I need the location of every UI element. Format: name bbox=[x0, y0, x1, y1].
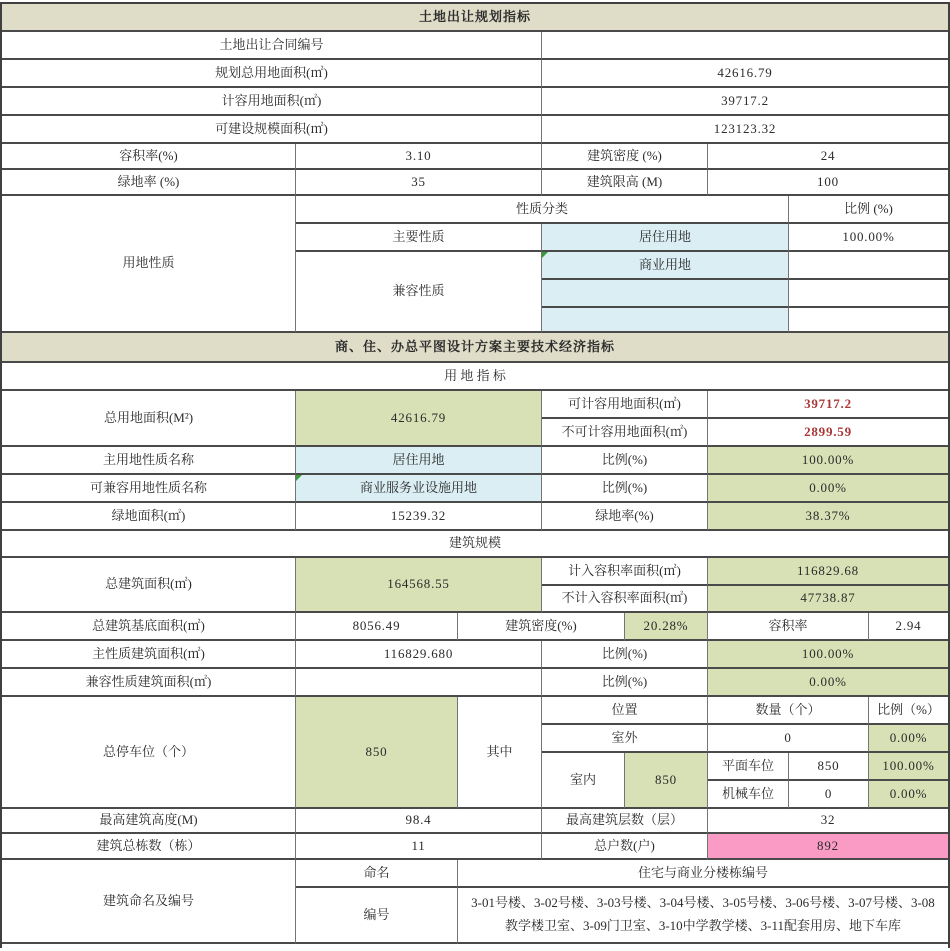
parking-outdoor-label: 室外 bbox=[542, 725, 708, 753]
total-building-area-value-cell[interactable]: 164568.55 bbox=[296, 558, 542, 613]
green-rate2-value-cell[interactable]: 38.37% bbox=[708, 503, 948, 531]
comment-marker-icon bbox=[296, 475, 302, 481]
footprint-area-value-cell[interactable]: 8056.49 bbox=[296, 613, 458, 641]
parking-mechanical-label: 机械车位 bbox=[708, 781, 789, 809]
compatible-nature-name-value: 商业服务业设施用地 bbox=[359, 479, 477, 495]
parking-ratio-header: 比例（%） bbox=[869, 697, 948, 725]
green-area-label: 绿地面积(㎡) bbox=[2, 503, 296, 531]
uncountable-land-area-value-cell[interactable]: 2899.59 bbox=[708, 419, 948, 447]
buildable-scale-area-value-cell[interactable]: 123123.32 bbox=[542, 116, 948, 144]
plot-ratio2-value-cell[interactable]: 2.94 bbox=[869, 613, 948, 641]
parking-quantity-header: 数量（个） bbox=[708, 697, 869, 725]
contract-number-label: 土地出让合同编号 bbox=[2, 32, 542, 60]
nature-ratio-header: 比例 (%) bbox=[789, 196, 948, 224]
compatible-nature-value1-cell[interactable] bbox=[542, 252, 789, 280]
parking-mechanical-ratio-cell[interactable]: 0.00% bbox=[869, 781, 948, 809]
main-nature-ratio-value-cell[interactable]: 100.00% bbox=[708, 447, 948, 475]
green-area-value-cell[interactable]: 15239.32 bbox=[296, 503, 542, 531]
next-row-sliver bbox=[2, 944, 948, 948]
building-density-value-cell[interactable]: 24 bbox=[708, 144, 948, 170]
countable-land-area-value-cell[interactable]: 39717.2 bbox=[708, 391, 948, 419]
total-land-area-label: 总用地面积(M²) bbox=[2, 391, 296, 447]
total-households-label: 总户数(户) bbox=[542, 834, 708, 860]
naming-name-value-cell[interactable]: 住宅与商业分楼栋编号 bbox=[458, 860, 948, 888]
main-building-area-value-cell[interactable]: 116829.680 bbox=[296, 641, 542, 669]
naming-block-label: 建筑命名及编号 bbox=[2, 860, 296, 944]
compatible-nature-ratio-label: 比例(%) bbox=[542, 475, 708, 503]
far-in-area-value-cell[interactable]: 116829.68 bbox=[708, 558, 948, 586]
parking-mechanical-quantity-cell[interactable]: 0 bbox=[789, 781, 869, 809]
parking-among-label: 其中 bbox=[458, 697, 542, 809]
parking-indoor-quantity-cell[interactable]: 850 bbox=[625, 753, 708, 809]
max-height-value-cell[interactable]: 98.4 bbox=[296, 809, 542, 834]
parking-total-label: 总停车位（个） bbox=[2, 697, 296, 809]
compatible-building-area-value-cell[interactable] bbox=[296, 669, 542, 697]
height-limit-value-cell[interactable]: 100 bbox=[708, 170, 948, 196]
parking-flat-quantity-cell[interactable]: 850 bbox=[789, 753, 869, 781]
section1-title: 土地出让规划指标 bbox=[2, 4, 948, 32]
parking-total-value-cell[interactable]: 850 bbox=[296, 697, 458, 809]
max-floors-value-cell[interactable]: 32 bbox=[708, 809, 948, 834]
footprint-area-label: 总建筑基底面积(㎡) bbox=[2, 613, 296, 641]
density2-value-cell[interactable]: 20.28% bbox=[625, 613, 708, 641]
far-out-area-value-cell[interactable]: 47738.87 bbox=[708, 586, 948, 613]
height-limit-label: 建筑限高 (M) bbox=[542, 170, 708, 196]
planned-total-area-value-cell[interactable]: 42616.79 bbox=[542, 60, 948, 88]
compatible-nature-ratio3-cell[interactable] bbox=[789, 308, 948, 333]
plot-ratio-label: 容积率(%) bbox=[2, 144, 296, 170]
main-building-area-label: 主性质建筑面积(㎡) bbox=[2, 641, 296, 669]
parking-outdoor-ratio-cell[interactable]: 0.00% bbox=[869, 725, 948, 753]
building-scale-subtitle: 建筑规模 bbox=[2, 531, 948, 558]
contract-number-value-cell[interactable] bbox=[542, 32, 948, 60]
parking-outdoor-quantity-cell[interactable]: 0 bbox=[708, 725, 869, 753]
main-nature-name-label: 主用地性质名称 bbox=[2, 447, 296, 475]
naming-number-label: 编号 bbox=[296, 888, 458, 944]
total-land-area-value-cell[interactable]: 42616.79 bbox=[296, 391, 542, 447]
comment-marker-icon bbox=[542, 252, 548, 258]
compatible-building-ratio-value-cell[interactable]: 0.00% bbox=[708, 669, 948, 697]
compatible-nature-value3-cell[interactable] bbox=[542, 308, 789, 333]
parking-position-header: 位置 bbox=[542, 697, 708, 725]
far-in-area-label: 计入容积率面积(㎡) bbox=[542, 558, 708, 586]
main-nature-ratio-label: 比例(%) bbox=[542, 447, 708, 475]
naming-number-value-cell[interactable]: 3-01号楼、3-02号楼、3-03号楼、3-04号楼、3-05号楼、3-06号楼、3-07号楼、3-08教学楼卫室、3-09门卫室、3-10中学教学楼、3-11配套用房、地下车库 bbox=[458, 888, 948, 944]
parking-flat-label: 平面车位 bbox=[708, 753, 789, 781]
density2-label: 建筑密度(%) bbox=[458, 613, 625, 641]
plot-ratio-value-cell[interactable]: 3.10 bbox=[296, 144, 542, 170]
main-building-ratio-label: 比例(%) bbox=[542, 641, 708, 669]
primary-nature-value-cell[interactable]: 居住用地 bbox=[542, 224, 789, 252]
countable-land-area-label: 可计容用地面积(㎡) bbox=[542, 391, 708, 419]
max-height-label: 最高建筑高度(M) bbox=[2, 809, 296, 834]
main-nature-name-value-cell[interactable]: 居住用地 bbox=[296, 447, 542, 475]
parking-indoor-label: 室内 bbox=[542, 753, 625, 809]
plot-ratio2-label: 容积率 bbox=[708, 613, 869, 641]
land-indicators-subtitle: 用 地 指 标 bbox=[2, 363, 948, 391]
buildable-scale-area-label: 可建设规模面积(㎡) bbox=[2, 116, 542, 144]
compatible-nature-label: 兼容性质 bbox=[296, 252, 542, 333]
far-out-area-label: 不计入容积率面积(㎡) bbox=[542, 586, 708, 613]
compatible-nature-name-value-cell[interactable] bbox=[296, 475, 542, 503]
far-counted-area-label: 计容用地面积(㎡) bbox=[2, 88, 542, 116]
total-households-value-cell[interactable]: 892 bbox=[708, 834, 948, 860]
total-building-area-label: 总建筑面积(㎡) bbox=[2, 558, 296, 613]
compatible-nature-value2-cell[interactable] bbox=[542, 280, 789, 308]
total-buildings-label: 建筑总栋数（栋） bbox=[2, 834, 296, 860]
uncountable-land-area-label: 不可计容用地面积(㎡) bbox=[542, 419, 708, 447]
main-building-ratio-value-cell[interactable]: 100.00% bbox=[708, 641, 948, 669]
compatible-nature-value1: 商业用地 bbox=[638, 256, 691, 272]
compatible-nature-ratio-value-cell[interactable]: 0.00% bbox=[708, 475, 948, 503]
land-nature-label: 用地性质 bbox=[2, 196, 296, 333]
compatible-nature-name-label: 可兼容用地性质名称 bbox=[2, 475, 296, 503]
naming-name-label: 命名 bbox=[296, 860, 458, 888]
compatible-building-ratio-label: 比例(%) bbox=[542, 669, 708, 697]
section2-title: 商、住、办总平图设计方案主要技术经济指标 bbox=[2, 333, 948, 363]
max-floors-label: 最高建筑层数（层） bbox=[542, 809, 708, 834]
building-density-label: 建筑密度 (%) bbox=[542, 144, 708, 170]
compatible-nature-ratio2-cell[interactable] bbox=[789, 280, 948, 308]
compatible-building-area-label: 兼容性质建筑面积(㎡) bbox=[2, 669, 296, 697]
total-buildings-value-cell[interactable]: 11 bbox=[296, 834, 542, 860]
nature-class-header: 性质分类 bbox=[296, 196, 789, 224]
green-rate2-label: 绿地率(%) bbox=[542, 503, 708, 531]
planning-indicators-table bbox=[0, 2, 950, 948]
primary-nature-label: 主要性质 bbox=[296, 224, 542, 252]
green-rate-label: 绿地率 (%) bbox=[2, 170, 296, 196]
planned-total-area-label: 规划总用地面积(㎡) bbox=[2, 60, 542, 88]
far-counted-area-value-cell[interactable]: 39717.2 bbox=[542, 88, 948, 116]
parking-flat-ratio-cell[interactable]: 100.00% bbox=[869, 753, 948, 781]
primary-nature-ratio-cell[interactable]: 100.00% bbox=[789, 224, 948, 252]
compatible-nature-ratio1-cell[interactable] bbox=[789, 252, 948, 280]
green-rate-value-cell[interactable]: 35 bbox=[296, 170, 542, 196]
